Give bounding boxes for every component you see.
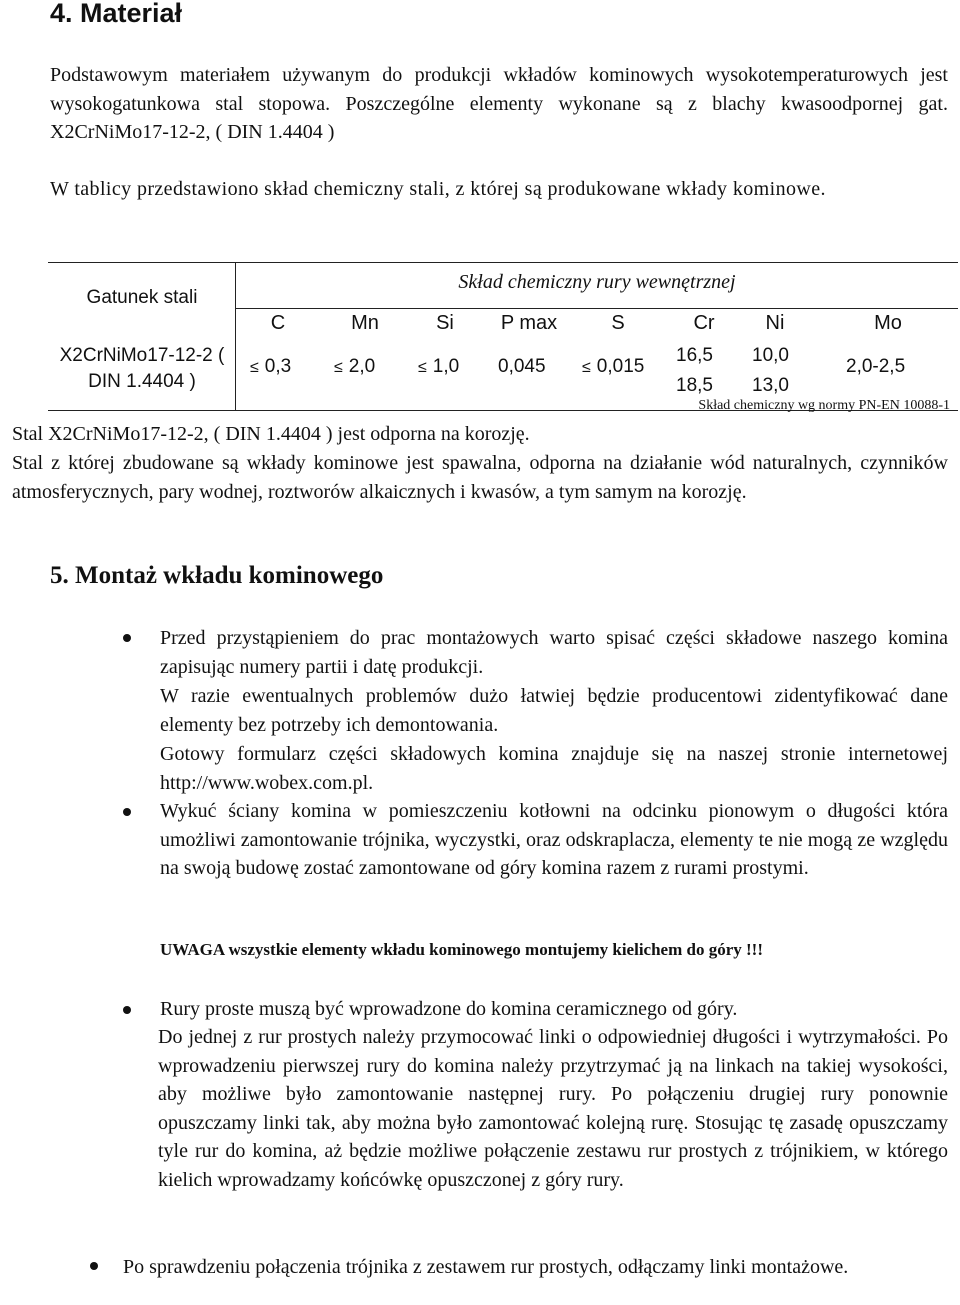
bullet-3-text: Rury proste muszą być wprowadzone do komina ceramicznego od góry.	[160, 998, 738, 1020]
value-ni: 10,0 13,0	[752, 345, 789, 396]
value-c: ≤ 0,3	[250, 356, 292, 377]
table-source-note: Skład chemiczny wg normy PN-EN 10088-1	[698, 398, 950, 413]
bullet-3-text-2: Do jednej z rur prostych należy przymocować linki o odpowiedniej długości i wytrzymałości. Po wprowadzeniu pierwszej rury do komina należy przytrzymać ją na linkach na takiej wysokości, aby możliwe było zamontowanie następnej rury. Po połączeniu drugiej rury ponownie opuszczamy linki tak, aby można było zamontować kolejną rurę. Stosując tę zasadę opuszczamy tyle rur do komina, aż będzie możliwe połączenie zestawu rur prostych z trójnikiem, w którego kielich wprowadzamy końcówkę opuszczonej z góry rury.	[158, 1026, 948, 1191]
bullet-1-text-3: Gotowy formularz części składowych komina znajduje się na naszej stronie internetowej http://www.wobex.com.pl.	[160, 743, 948, 794]
bullet-1-text-2: W razie ewentualnych problemów dużo łatwiej będzie producentowi zidentyfikować dane elementy bez potrzeby ich demontowania.	[160, 685, 948, 736]
value-mn: ≤ 2,0	[334, 356, 376, 377]
bullet-marker	[123, 634, 131, 642]
value-s: ≤ 0,015	[582, 356, 645, 377]
bullet-marker	[123, 808, 131, 816]
bullet-1-text: Przed przystąpieniem do prac montażowych warto spisać części składowe naszego komina zapisując numery partii i datę produkcji.	[160, 627, 948, 678]
value-cr: 16,5 18,5	[676, 345, 713, 396]
warning-note: UWAGA wszystkie elementy wkładu kominowego montujemy kielichem do góry !!!	[160, 940, 763, 959]
grade-cell: X2CrNiMo17-12-2 ( DIN 1.4404 )	[59, 345, 225, 392]
col-header-p: P max	[500, 312, 558, 334]
table-intro-paragraph: W tablicy przedstawiono skład chemiczny stali, z której są produkowane wkłady kominowe.	[50, 178, 826, 200]
section-4-heading: 4. Materiał	[50, 0, 183, 28]
bullet-4-text: Po sprawdzeniu połączenia trójnika z zestawem rur prostych, odłączamy linki montażowe.	[123, 1256, 849, 1278]
composition-header: Skład chemiczny rury wewnętrznej	[458, 271, 736, 293]
col-header-s: S	[611, 312, 625, 334]
value-mo: 2,0-2,5	[846, 356, 906, 377]
intro-paragraph: Podstawowym materiałem używanym do produkcji wkładów kominowych wysokotemperaturowych jest wysokogatunkowa stal stopowa. Poszczególne elementy wykonane są z blachy kwasoodpornej gat. X2CrNiMo17-12-2, ( DIN 1.4404 )	[50, 64, 948, 143]
value-si: ≤ 1,0	[418, 356, 460, 377]
bullet-marker	[90, 1262, 98, 1270]
bullet-marker	[123, 1006, 131, 1014]
col-header-si: Si	[436, 312, 454, 334]
bullet-2-text: Wykuć ściany komina w pomieszczeniu kotłowni na odcinku pionowym o długości która umożliwi zamontowanie trójnika, wyczystki, oraz odskraplacza, elementy te nie mogą ze względu na swoją budowę zostać zamontowane od góry komina razem z rurami prostymi.	[160, 800, 948, 879]
section-5-heading: 5. Montaż wkładu kominowego	[50, 562, 384, 589]
col-header-c: C	[270, 312, 286, 334]
corrosion-paragraph: Stal X2CrNiMo17-12-2, ( DIN 1.4404 ) jest odporna na korozję.	[12, 423, 530, 445]
col-header-cr: Cr	[693, 312, 715, 334]
weldability-paragraph: Stal z której zbudowane są wkłady kominowe jest spawalna, odporna na działanie wód naturalnych, czynników atmosferycznych, pary wodnej, roztworów alkaicznych i kwasów, a tym samym na korozję.	[12, 452, 948, 503]
col-header-mn: Mn	[351, 312, 379, 334]
col-header-mo: Mo	[874, 312, 902, 334]
col-header-ni: Ni	[765, 312, 785, 334]
grade-header: Gatunek stali	[86, 287, 198, 308]
value-p: 0,045	[498, 356, 546, 377]
